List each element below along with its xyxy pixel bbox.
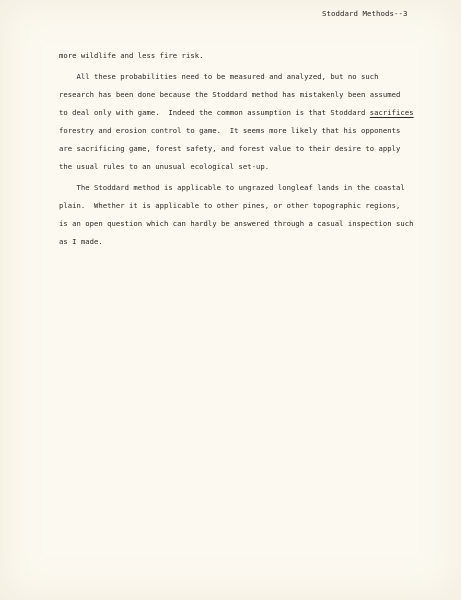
text-line: more wildlife and less fire risk.: [59, 51, 204, 60]
text-line: All these probabilities need to be measured and analyzed, but no such: [59, 72, 379, 81]
text-line: plain. Whether it is applicable to other pines, or other topographic regions,: [59, 201, 401, 210]
text-segment: to deal only with game. Indeed the common assumption is that Stoddard: [59, 108, 370, 117]
text-line: is an open question which can hardly be answered through a casual inspection such: [59, 219, 414, 228]
running-header: Stoddard Methods--3: [322, 9, 408, 18]
text-line: the usual rules to an unusual ecological set-up.: [59, 162, 270, 171]
text-line-with-underline: [59, 108, 414, 117]
text-line: The Stoddard method is applicable to ungrazed longleaf lands in the coastal: [59, 183, 405, 192]
text-line: as I made.: [59, 237, 103, 246]
text-line: are sacrificing game, forest safety, and forest value to their desire to apply: [59, 144, 401, 153]
text-line: research has been done because the Stoddard method has mistakenly been assumed: [59, 90, 401, 99]
text-line: forestry and erosion control to game. It seems more likely that his opponents: [59, 126, 401, 135]
underlined-word: sacrifices: [369, 108, 414, 117]
